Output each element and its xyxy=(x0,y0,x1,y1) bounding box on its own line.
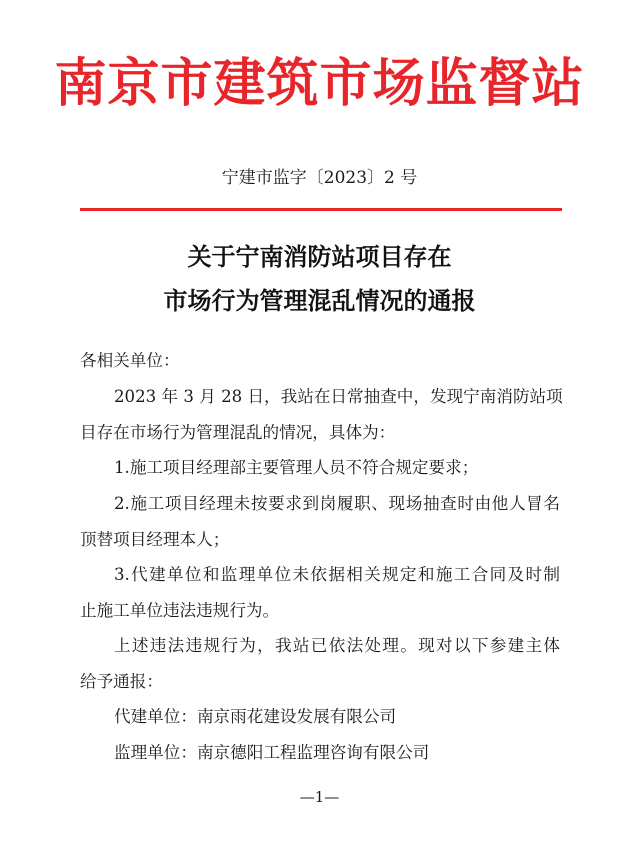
document-title-line-2: 市场行为管理混乱情况的通报 xyxy=(163,286,476,315)
body-line: 2.施工项目经理未按要求到岗履职、现场抽查时由他人冒名 xyxy=(114,494,560,513)
body-line: 给予通报： xyxy=(80,672,163,691)
document-number: 宁建市监字〔2023〕2 号 xyxy=(221,168,418,188)
body-line: 监理单位：南京德阳工程监理咨询有限公司 xyxy=(114,743,430,762)
body-line: 上述违法违规行为，我站已依法处理。现对以下参建主体 xyxy=(114,636,560,655)
salutation: 各相关单位： xyxy=(80,351,180,370)
issuer-masthead: 南京市建筑市场监督站 xyxy=(54,53,585,114)
body-line: 3.代建单位和监理单位未依据相关规定和施工合同及时制 xyxy=(114,565,560,584)
body-line: 顶替项目经理本人； xyxy=(80,530,230,549)
document-title-line-1: 关于宁南消防站项目存在 xyxy=(187,242,452,271)
body-line: 目存在市场行为管理混乱的情况，具体为： xyxy=(80,423,396,442)
body-line: 2023 年 3 月 28 日，我站在日常抽查中，发现宁南消防站项 xyxy=(114,387,563,406)
body-line: 止施工单位违法违规行为。 xyxy=(80,601,280,620)
body-line: 代建单位：南京雨花建设发展有限公司 xyxy=(114,707,397,726)
page-number: —1— xyxy=(299,788,340,806)
body-line: 1.施工项目经理部主要管理人员不符合规定要求； xyxy=(114,458,479,477)
red-separator-line xyxy=(80,208,562,211)
